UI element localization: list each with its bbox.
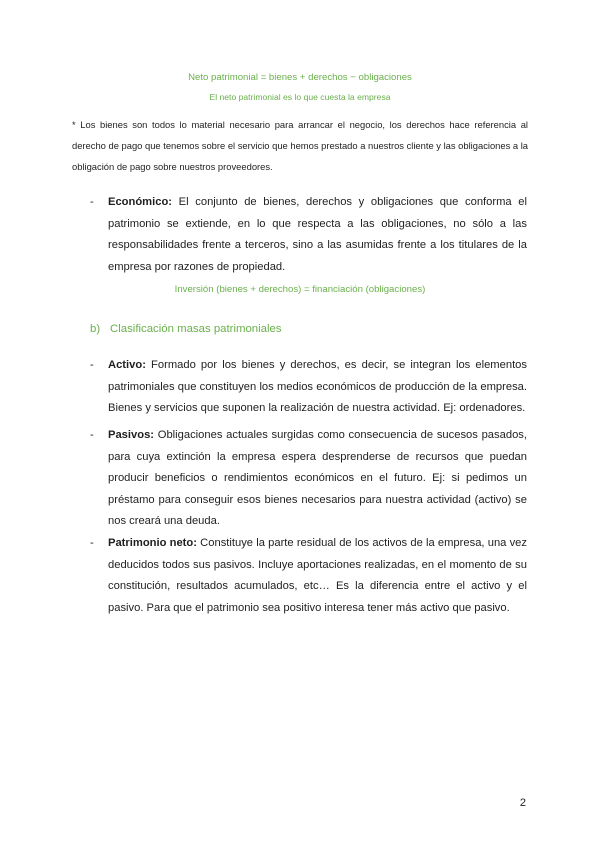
definition-pasivos: Obligaciones actuales surgidas como consecuencia de sucesos pasados, para cuya extinción la empresa espera desprenderse de recursos que puedan producir beneficios o rendimientos económicos en el futuro. Ej: si pedimos un préstamo para conseguir esos bienes necesarios para nuestra actividad (activo) se nos creará una deuda. [108, 429, 527, 527]
list-item-patrimonio-neto [90, 533, 527, 619]
term-economico: Económico: [108, 196, 173, 208]
section-letter: b) [90, 323, 101, 335]
definition-economico: El conjunto de bienes, derechos y obligaciones que conforma el patrimonio se extiende, en lo que respecta a las obligaciones, no sólo a las responsabilidades frente a terceros, sino a las asumidas frente a los titulares de la empresa por razones de propiedad. [108, 196, 527, 273]
page-number: 2 [519, 797, 526, 809]
section-title: Clasificación masas patrimoniales [110, 323, 282, 335]
footnote-bienes-derechos: * Los bienes son todos lo material necesario para arrancar el negocio, los derechos hace referencia al derecho de pago que tenemos sobre el servicio que hemos prestado a nuestros cliente y las obligaciones a la obligación de pago sobre nuestros proveedores. [72, 119, 529, 172]
section-heading [90, 323, 282, 335]
list-dash: - [90, 359, 94, 371]
list-dash: - [90, 196, 94, 208]
definition-activo: Formado por los bienes y derechos, es decir, se integran los elementos patrimoniales que constituyen los medios económicos de producción de la empresa. Bienes y servicios que suponen la realización de nuestra actividad. Ej: ordenadores. [108, 359, 527, 414]
formula-inversion-financiacion: Inversión (bienes + derechos) = financiación (obligaciones) [174, 284, 426, 295]
list-item-pasivos [90, 425, 527, 533]
formula-note: El neto patrimonial es lo que cuesta la empresa [209, 92, 391, 102]
definition-patrimonio-neto: Constituye la parte residual de los activos de la empresa, una vez deducidos todos sus pasivos. Incluye aportaciones realizadas, en el momento de su constitución, resultados acumulados, etc… Es la diferencia entre el activo y el pasivo. Para que el patrimonio sea positivo interesa tener más activo que pasivo. [108, 537, 527, 614]
formula-neto-patrimonial: Neto patrimonial = bienes + derechos − obligaciones [188, 72, 412, 83]
list-dash: - [90, 537, 94, 549]
term-pasivos: Pasivos: [108, 429, 155, 441]
list-dash: - [90, 429, 94, 441]
term-patrimonio-neto: Patrimonio neto: [108, 537, 197, 549]
list-item-activo [90, 355, 527, 420]
term-activo: Activo: [108, 359, 146, 371]
list-item-economico [90, 192, 527, 278]
